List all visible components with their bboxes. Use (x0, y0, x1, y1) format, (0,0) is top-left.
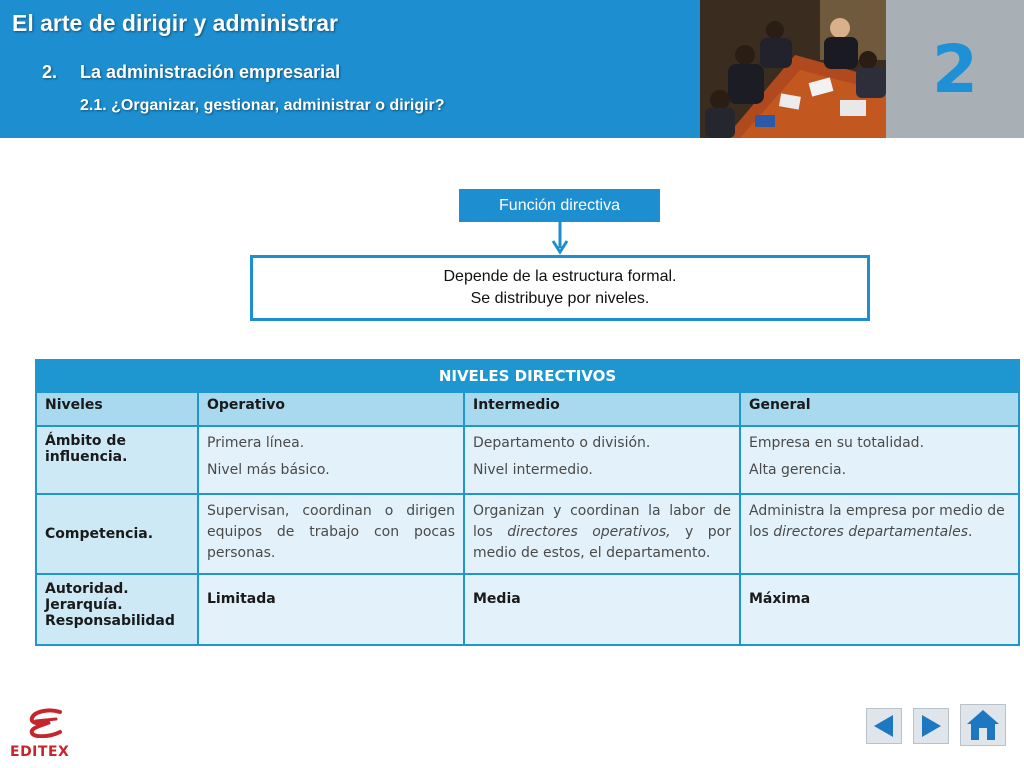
cell-intermedio: Media (464, 574, 740, 645)
header-niveles: Niveles (36, 392, 198, 426)
row-label-line: Responsabilidad (45, 613, 175, 629)
previous-button[interactable] (866, 708, 902, 744)
chapter-badge (886, 0, 1024, 138)
cell-operativo: Supervisan, coordinan o dirigen equipos de trabajo con pocas personas. (198, 494, 464, 574)
cell-text: Administra la empresa por medio de los (749, 503, 1005, 540)
down-arrow-icon (551, 222, 569, 256)
table-row (36, 426, 1019, 494)
table-row (36, 494, 1019, 574)
cell-emphasis: directores operativos, (507, 524, 671, 540)
cell-emphasis: directores departamentales (773, 524, 968, 540)
header-general: General (740, 392, 1019, 426)
table-header-row (36, 392, 1019, 426)
cell-general (740, 426, 1019, 494)
cell-text: y por medio de estos, el departamento. (473, 524, 731, 561)
cell-general: Máxima (740, 574, 1019, 645)
cell-text: Organizan y coordinan la labor de los (473, 503, 731, 540)
header-intermedio: Intermedio (464, 392, 740, 426)
section-heading (42, 62, 340, 83)
meeting-illustration (700, 0, 886, 138)
levels-table (35, 359, 1020, 646)
description-line-2: Se distribuye por niveles. (470, 290, 650, 307)
cell-text: Departamento o división. (473, 435, 651, 451)
cell-text: . (968, 524, 973, 540)
subsection-heading: 2.1. ¿Organizar, gestionar, administrar o dirigir? (80, 97, 445, 114)
function-label-box: Función directiva (459, 189, 660, 222)
row-label-line: Ámbito de (45, 433, 126, 449)
editex-logo-text: EDITEX (10, 744, 70, 760)
editex-logo-icon (26, 708, 66, 738)
description-line-1: Depende de la estructura formal. (443, 268, 677, 285)
description-box (250, 255, 870, 321)
cell-text: Nivel más básico. (207, 462, 330, 478)
cell-intermedio (464, 494, 740, 574)
cell-general (740, 494, 1019, 574)
cell-operativo (198, 426, 464, 494)
cell-text: Empresa en su totalidad. (749, 435, 925, 451)
row-label-autoridad (36, 574, 198, 645)
editex-logo (10, 708, 80, 760)
header-operativo: Operativo (198, 392, 464, 426)
page-title: El arte de dirigir y administrar (12, 10, 338, 36)
previous-arrow-icon (871, 713, 897, 739)
home-button[interactable] (960, 704, 1006, 746)
meeting-photo (700, 0, 886, 138)
row-label-ambito (36, 426, 198, 494)
row-label-line: influencia. (45, 449, 128, 465)
row-label-line: Autoridad. (45, 581, 129, 597)
header-bar (0, 0, 1024, 138)
row-label-line: Jerarquía. (45, 597, 123, 613)
next-arrow-icon (918, 713, 944, 739)
section-number: 2. (42, 62, 58, 82)
cell-text: Nivel intermedio. (473, 462, 593, 478)
cell-intermedio (464, 426, 740, 494)
cell-text: Alta gerencia. (749, 462, 847, 478)
table-row (36, 574, 1019, 645)
home-icon (965, 708, 1001, 742)
table-title: NIVELES DIRECTIVOS (36, 360, 1019, 392)
section-title: La administración empresarial (80, 62, 341, 82)
next-button[interactable] (913, 708, 949, 744)
cell-operativo: Limitada (198, 574, 464, 645)
chapter-number: 2 (932, 30, 978, 108)
cell-text: Primera línea. (207, 435, 305, 451)
row-label-competencia: Competencia. (36, 494, 198, 574)
